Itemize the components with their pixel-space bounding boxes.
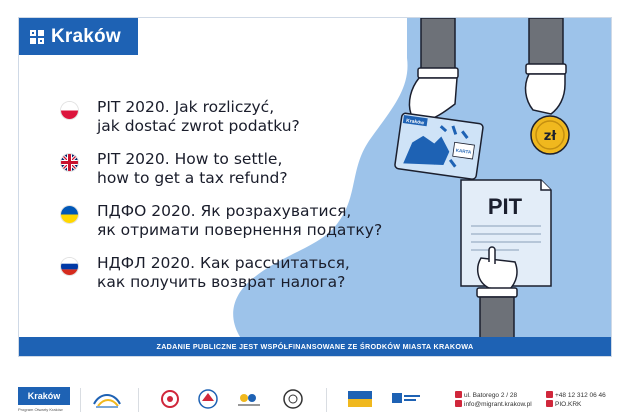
partner-emblem-2-icon[interactable]: [197, 388, 219, 410]
program-label: Program Otwarty Kraków: [18, 407, 63, 412]
email-icon: [455, 400, 462, 407]
left-hand-icon: [409, 18, 458, 120]
card-label: KARTA: [455, 147, 472, 155]
item-line-2: how to get a tax refund?: [97, 169, 288, 187]
item-line-2: как получить возврат налога?: [97, 273, 346, 291]
divider: [138, 388, 139, 412]
phone-icon: [546, 391, 553, 398]
foundation-logo-icon[interactable]: [90, 388, 124, 410]
location-icon: [455, 391, 462, 398]
partner-emblem-4-icon[interactable]: [282, 388, 304, 410]
krakow-partner-logo[interactable]: [18, 387, 70, 405]
contact-phone-social: [546, 391, 606, 409]
facebook-icon: [546, 400, 553, 407]
card-brand: Kraków: [405, 117, 425, 127]
cofinancing-footer: ZADANIE PUBLICZNE JEST WSPÓŁFINANSOWANE ZE ŚRODKÓW MIASTA KRAKOWA: [19, 337, 611, 356]
contact-social[interactable]: PIO.KRK: [546, 400, 606, 409]
contact-address-email: [455, 391, 532, 409]
pit-document-title: PIT: [487, 194, 523, 219]
bottom-hand-icon: [477, 247, 517, 339]
contact-address: ul. Batorego 2 / 28: [455, 391, 532, 400]
info-banner: [18, 17, 612, 357]
ua-partner-logo-icon[interactable]: [346, 388, 374, 410]
divider: [80, 388, 81, 412]
divider: [326, 388, 327, 412]
partner-logos-strip: [0, 378, 630, 420]
partner-emblem-1-icon[interactable]: [160, 389, 180, 409]
item-line-1: НДФЛ 2020. Как рассчитаться,: [97, 254, 350, 272]
open-krakow-logo-icon[interactable]: [392, 391, 422, 405]
krakow-logo-text: Kraków: [51, 25, 121, 47]
partner-emblem-3-icon[interactable]: [236, 390, 262, 408]
krakow-partner-logo-text: Kraków: [27, 391, 61, 401]
item-line-2: jak dostać zwrot podatku?: [97, 117, 300, 135]
coin-symbol: zł: [543, 129, 557, 144]
right-hand-icon: [526, 18, 566, 114]
contact-email[interactable]: info@migrant.krakow.pl: [455, 400, 532, 409]
tax-illustration: [19, 18, 611, 356]
item-line-1: PIT 2020. How to settle,: [97, 150, 283, 168]
bank-card-icon: [394, 113, 483, 180]
item-line-1: ПДФО 2020. Як розрахуватися,: [97, 202, 352, 220]
coin-icon: [531, 116, 569, 154]
item-line-2: як отримати повернення податку?: [97, 221, 383, 239]
contact-phone[interactable]: +48 12 312 06 46: [546, 391, 606, 400]
item-line-1: PIT 2020. Jak rozliczyć,: [97, 98, 275, 116]
